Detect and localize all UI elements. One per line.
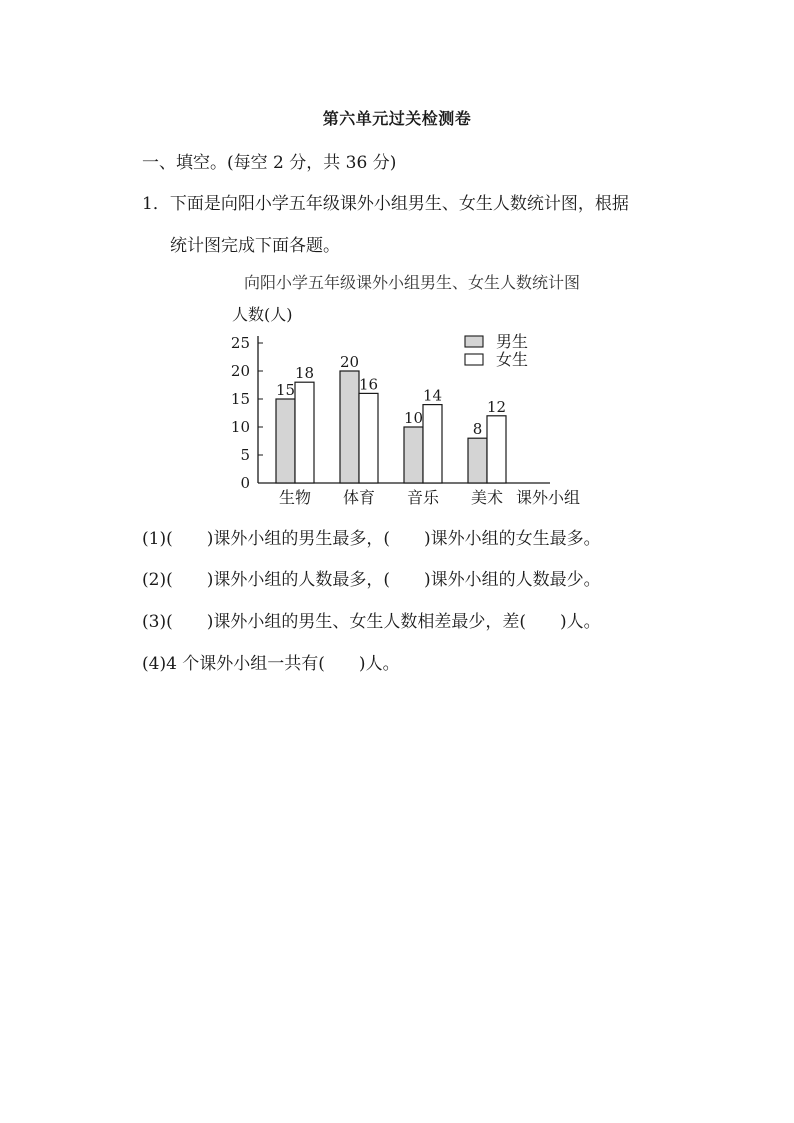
bar-girls — [295, 382, 314, 483]
bar-girls — [359, 393, 378, 483]
y-tick-label: 10 — [230, 418, 250, 436]
bar-boys — [468, 438, 487, 483]
y-tick-label: 5 — [240, 446, 250, 464]
bar-girls — [487, 416, 506, 483]
bar-chart — [218, 298, 638, 513]
bar-boys — [340, 371, 359, 483]
page-title: 第六单元过关检测卷 — [322, 109, 472, 128]
sub-question-1: (1)( )课外小组的男生最多，( )课外小组的女生最多。 — [142, 529, 601, 549]
bar-boys — [276, 399, 295, 483]
data-label: 8 — [472, 420, 483, 439]
legend-swatch-boys — [465, 336, 483, 347]
y-tick-label: 20 — [230, 362, 250, 380]
y-axis-label: 人数(人) — [232, 305, 293, 324]
legend-swatch-girls — [465, 354, 483, 365]
sub-question-3: (3)( )课外小组的男生、女生人数相差最少，差( )人。 — [142, 612, 601, 632]
legend-label: 男生 — [496, 332, 529, 351]
data-label: 15 — [275, 381, 296, 399]
data-label: 20 — [339, 353, 360, 371]
category-label: 音乐 — [406, 488, 440, 507]
sub-question-4: (4)4 个课外小组一共有( )人。 — [142, 654, 400, 674]
sub-question-2: (2)( )课外小组的人数最多，( )课外小组的人数最少。 — [142, 570, 601, 590]
bar-boys — [404, 427, 423, 483]
data-label: 16 — [358, 375, 379, 394]
question-1-line-2: 统计图完成下面各题。 — [170, 236, 340, 256]
question-1-line-1: 1．下面是向阳小学五年级课外小组男生、女生人数统计图，根据 — [142, 194, 629, 214]
data-label: 10 — [403, 409, 424, 427]
y-tick-label: 15 — [230, 390, 250, 408]
bar-girls — [423, 405, 442, 483]
category-label: 生物 — [278, 488, 312, 507]
section-heading: 一、填空。(每空 2 分，共 36 分) — [142, 153, 397, 173]
category-label: 体育 — [342, 488, 376, 507]
data-label: 14 — [422, 386, 443, 405]
x-axis-label: 课外小组 — [516, 488, 581, 507]
chart-title: 向阳小学五年级课外小组男生、女生人数统计图 — [243, 273, 580, 292]
data-label: 18 — [294, 364, 315, 383]
legend-label: 女生 — [496, 350, 529, 369]
data-label: 12 — [486, 397, 507, 416]
y-tick-label: 25 — [230, 334, 250, 352]
y-tick-label: 0 — [240, 474, 250, 492]
category-label: 美术 — [470, 488, 504, 507]
